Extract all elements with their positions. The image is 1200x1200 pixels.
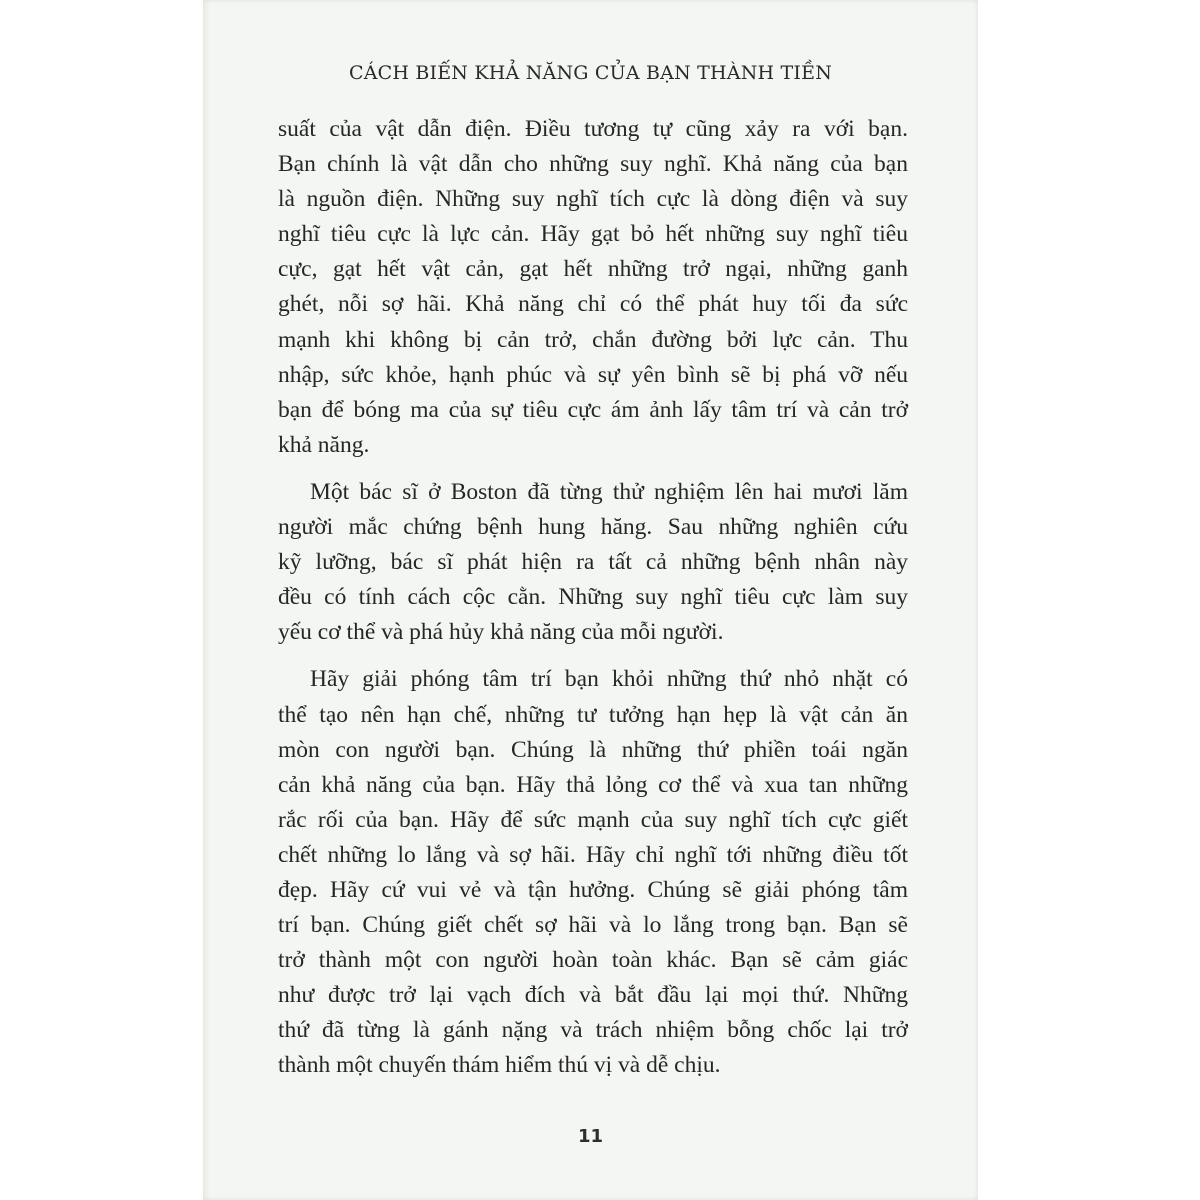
text-line: mạnh khi không bị cản trở, chắn đường bởi lực cản. Thu	[278, 326, 908, 353]
paragraph	[278, 662, 908, 1083]
text-line: nhập, sức khỏe, hạnh phúc và sự yên bình sẽ bị phá vỡ nếu	[278, 361, 908, 388]
paragraph-gap	[278, 650, 908, 662]
text-line: thể tạo nên hạn chế, những tư tưởng hạn hẹp là vật cản ăn	[278, 701, 908, 728]
text-line: yếu cơ thể và phá hủy khả năng của mỗi người.	[278, 619, 724, 646]
running-head: CÁCH BIẾN KHẢ NĂNG CỦA BẠN THÀNH TIỀN	[348, 62, 833, 84]
paragraph-gap	[278, 463, 908, 475]
text-line: cực, gạt hết vật cản, gạt hết những trở ngại, những ganh	[278, 256, 908, 283]
text-line: suất của vật dẫn điện. Điều tương tự cũng xảy ra với bạn.	[278, 116, 908, 142]
text-line: Hãy giải phóng tâm trí bạn khỏi những thứ nhỏ nhặt có	[310, 666, 908, 693]
book-page	[203, 0, 978, 1200]
text-line: trở thành một con người hoàn toàn khác. Bạn sẽ cảm giác	[278, 947, 908, 974]
text-line: cản khả năng của bạn. Hãy thả lỏng cơ thể và xua tan những	[278, 771, 908, 798]
text-line: Bạn chính là vật dẫn cho những suy nghĩ. Khả năng của bạn	[278, 151, 908, 178]
text-line: rắc rối của bạn. Hãy để sức mạnh của suy nghĩ tích cực giết	[278, 806, 908, 833]
text-line: người mắc chứng bệnh hung hăng. Sau những nghiên cứu	[278, 514, 908, 541]
text-line: mòn con người bạn. Chúng là những thứ phiền toái ngăn	[278, 736, 908, 763]
body-text	[278, 112, 908, 1084]
text-line: chết những lo lắng và sợ hãi. Hãy chỉ nghĩ tới những điều tốt	[278, 841, 908, 868]
text-line: trí bạn. Chúng giết chết sợ hãi và lo lắng trong bạn. Bạn sẽ	[278, 912, 908, 939]
text-line: là nguồn điện. Những suy nghĩ tích cực là dòng điện và suy	[278, 186, 908, 213]
text-line: khả năng.	[278, 431, 370, 458]
text-line: như được trở lại vạch đích và bắt đầu lại mọi thứ. Những	[278, 982, 908, 1009]
text-line: kỹ lưỡng, bác sĩ phát hiện ra tất cả những bệnh nhân này	[278, 549, 908, 576]
text-line: nghĩ tiêu cực là lực cản. Hãy gạt bỏ hết những suy nghĩ tiêu	[278, 221, 908, 248]
text-line: thứ đã từng là gánh nặng và trách nhiệm bỗng chốc lại trở	[278, 1017, 908, 1044]
paragraph	[278, 475, 908, 650]
text-line: Một bác sĩ ở Boston đã từng thử nghiệm lên hai mươi lăm	[310, 478, 908, 505]
text-line: đẹp. Hãy cứ vui vẻ và tận hưởng. Chúng sẽ giải phóng tâm	[278, 876, 908, 903]
paragraph	[278, 112, 908, 463]
text-line: bạn để bóng ma của sự tiêu cực ám ảnh lấy tâm trí và cản trở	[278, 396, 908, 423]
page-number: 11	[577, 1126, 604, 1147]
text-line: thành một chuyến thám hiểm thú vị và dễ chịu.	[278, 1052, 721, 1079]
text-line: ghét, nỗi sợ hãi. Khả năng chỉ có thể phát huy tối đa sức	[278, 291, 908, 318]
text-line: đều có tính cách cộc cằn. Những suy nghĩ tiêu cực làm suy	[278, 584, 908, 611]
